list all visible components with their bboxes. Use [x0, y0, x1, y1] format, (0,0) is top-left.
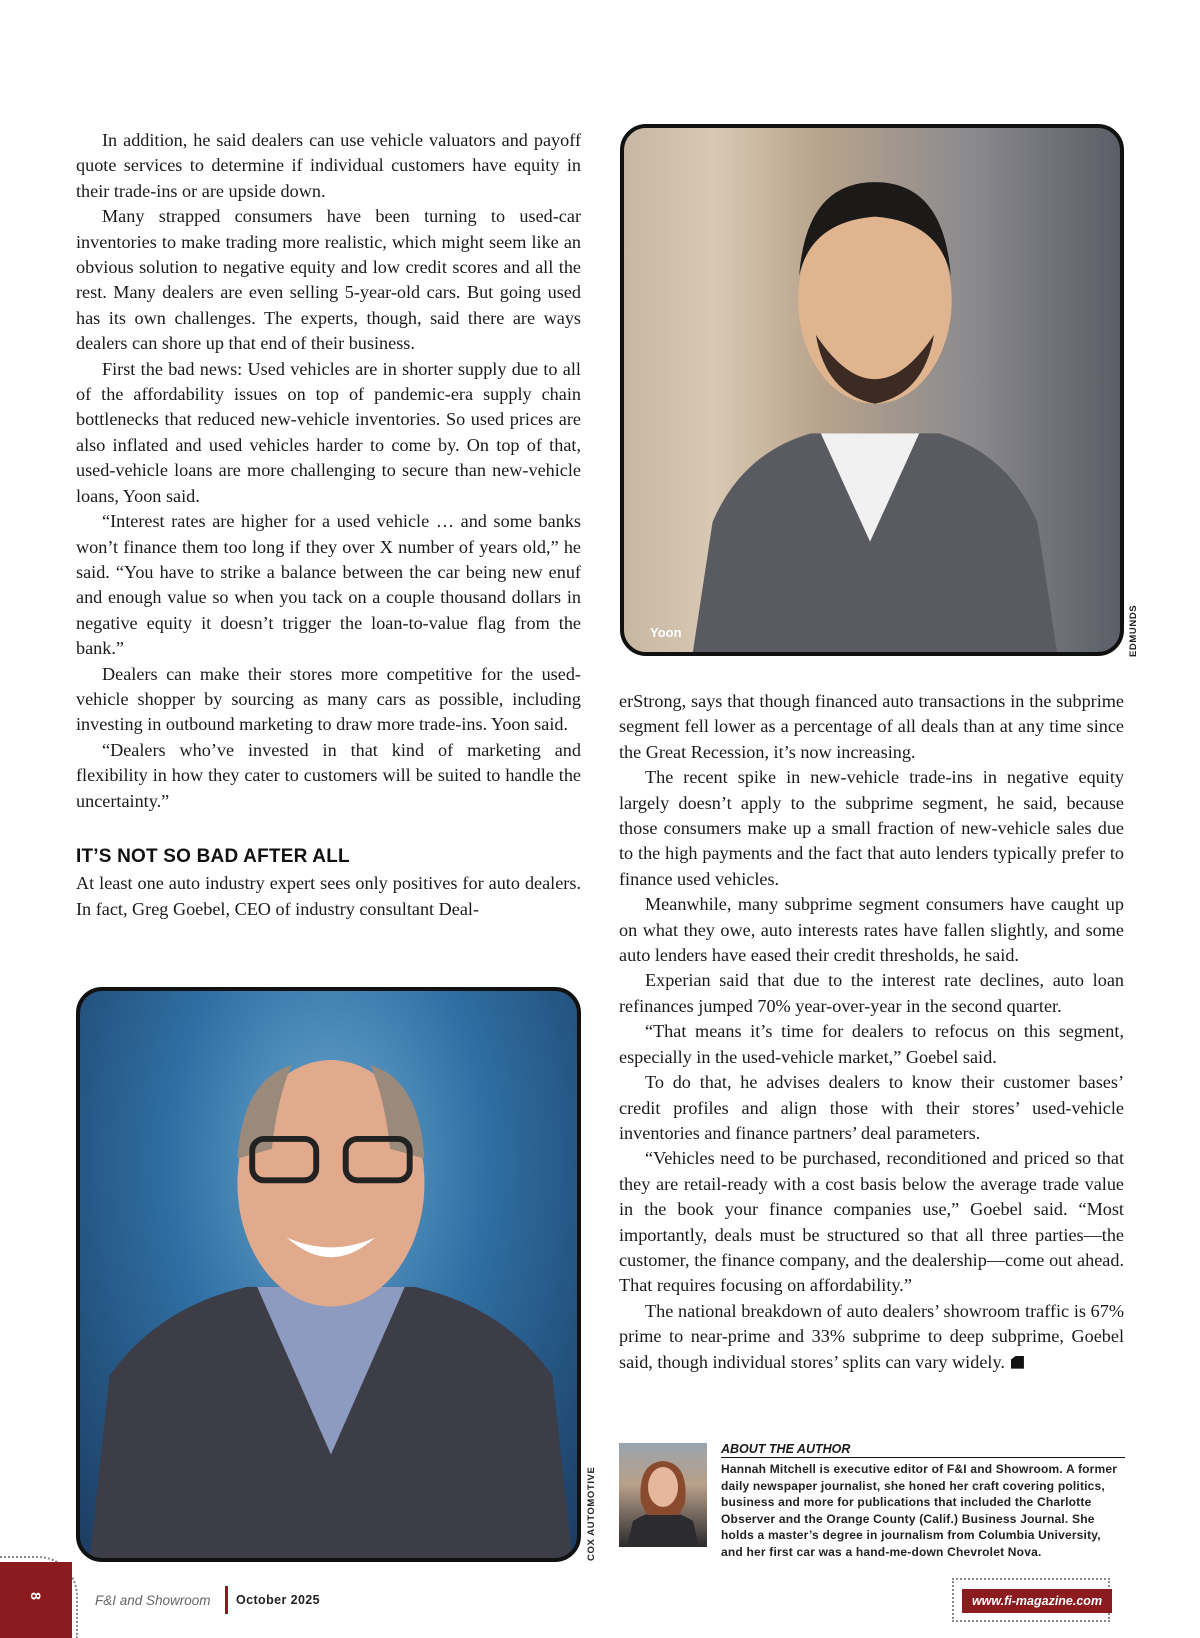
- article-paragraph: Experian said that due to the interest rate declines, auto loan refinances jumped 70% year-over-year in the second quarter.: [619, 970, 1124, 1016]
- article-paragraph: In addition, he said dealers can use vehicle valuators and payoff quote services to determine if individual customers have equity in their trade-ins or are upside down.: [76, 130, 581, 201]
- article-paragraph: “Interest rates are higher for a used vehicle … and some banks won’t finance them too long if they over X number of years old,” he said. “You have to strike a balance between the car being new enuf and enough value so when you tack on a couple thousand dollars in negative equity it doesn’t trigger the loan-to-value flag from the bank.”: [76, 511, 581, 659]
- portrait-silhouette-icon: [80, 991, 577, 1558]
- article-paragraph: “That means it’s time for dealers to refocus on this segment, especially in the used-vehicle market,” Goebel said.: [619, 1021, 1124, 1067]
- article-paragraph: Dealers can make their stores more competitive for the used-vehicle shopper by sourcing as many cars as possible, including investing in outbound marketing to draw more trade-ins. Yoon said.: [76, 663, 581, 735]
- article-paragraph: The recent spike in new-vehicle trade-ins in negative equity largely doesn’t apply to the subprime segment, he said, because those consumers make up a small fraction of new-vehicle sales due to the high payments and the fact that auto lenders typically prefer to finance used vehicles.: [619, 767, 1124, 889]
- end-mark-icon: [1011, 1356, 1024, 1369]
- portrait-silhouette-icon: [624, 128, 1120, 652]
- right-column: [619, 689, 1124, 1375]
- article-paragraph-last: [619, 1299, 1124, 1375]
- author-bio: Hannah Mitchell is executive editor of F&I and Showroom. A former daily newspaper journalist, she honed her craft covering politics, business and more for publications that included the Charlotte Observer and the Orange County (Calif.) Business Journal. She holds a master’s degree in journalism from Columbia University, and her first car was a hand-me-down Chevrolet Nova.: [721, 1462, 1118, 1559]
- portrait-silhouette-icon: [619, 1443, 707, 1547]
- author-box-title: ABOUT THE AUTHOR: [721, 1442, 1125, 1458]
- photo-caption: Yoon: [650, 625, 682, 640]
- section-heading: IT’S NOT SO BAD AFTER ALL: [76, 845, 350, 867]
- issue-date: October 2025: [236, 1593, 321, 1607]
- article-paragraph-text: The national breakdown of auto dealers’ showroom traffic is 67% prime to near-prime and 33% subprime to deep subprime, Goebel said, though individual stores’ splits can vary widely.: [619, 1300, 1124, 1372]
- article-paragraph: erStrong, says that though financed auto transactions in the subprime segment fell lower as a percentage of all deals than at any time since the Great Recession, it’s now increasing.: [619, 691, 1124, 762]
- article-paragraph: “Vehicles need to be purchased, reconditioned and priced so that they are retail-ready with a cost basis below the average trade value in the book your finance companies use,” Goebel said. “Most importantly, deals must be structured so that all three parties—the customer, the finance company, and the dealership—come out ahead. That requires focusing on affordability.”: [619, 1148, 1124, 1296]
- article-paragraph: At least one auto industry expert sees only positives for auto dealers. In fact, Greg Goebel, CEO of industry consultant Deal-: [76, 873, 581, 919]
- article-paragraph: To do that, he advises dealers to know their customer bases’ credit profiles and align those with their stores’ used-vehicle inventories and finance partners’ deal parameters.: [619, 1072, 1124, 1143]
- article-paragraph: First the bad news: Used vehicles are in shorter supply due to all of the affordability issues on top of pandemic-era supply chain bottlenecks that reduced new-vehicle inventories. So used prices are also inflated and used vehicles harder to come by. On top of that, used-vehicle loans are more challenging to secure than new-vehicle loans, Yoon said.: [76, 358, 581, 506]
- about-the-author: [721, 1442, 1125, 1561]
- article-paragraph: Meanwhile, many subprime segment consumers have caught up on what they owe, auto interests rates have fallen slightly, and some auto lenders have eased their credit thresholds, he said.: [619, 894, 1124, 966]
- page-number: 8: [28, 1592, 44, 1600]
- article-paragraph: Many strapped consumers have been turning to used-car inventories to make trading more realistic, which might seem like an obvious solution to negative equity and low credit scores and all the rest. Many dealers are even selling 5-year-old cars. But going used has its own challenges. The experts, though, said there are ways dealers can shore up that end of their business.: [76, 206, 581, 354]
- photo-credit: COX AUTOMOTIVE: [586, 1466, 597, 1561]
- photo-credit: EDMUNDS: [1128, 604, 1139, 657]
- yoon-photo: [620, 124, 1124, 656]
- author-photo: [619, 1443, 707, 1547]
- magazine-url-link[interactable]: www.fi-magazine.com: [962, 1589, 1112, 1613]
- left-column: [76, 128, 581, 922]
- goebel-photo: [76, 987, 581, 1562]
- article-paragraph: “Dealers who’ve invested in that kind of marketing and flexibility in how they cater to customers will be suited to handle the uncertainty.”: [76, 739, 581, 811]
- footer-divider: [225, 1586, 228, 1614]
- magazine-name: F&I and Showroom: [95, 1593, 211, 1608]
